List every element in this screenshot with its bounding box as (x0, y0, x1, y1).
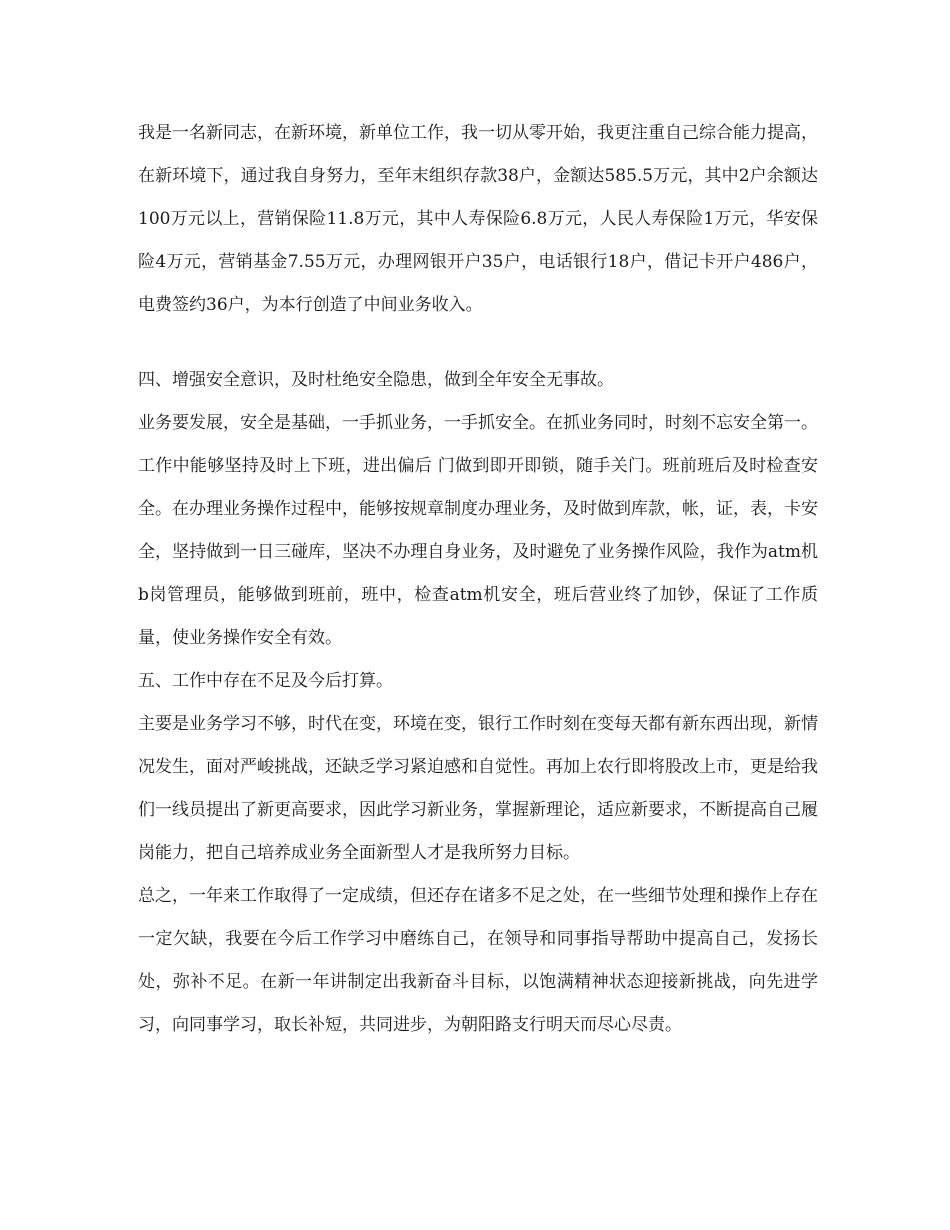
paragraph-conclusion: 总之，一年来工作取得了一定成绩，但还存在诸多不足之处，在一些细节处理和操作上存在一定欠缺，我要在今后工作学习中磨练自己，在领导和同事指导帮助中提高自己，发扬长处，弥补不足。在新一年讲制定出我新奋斗目标，以饱满精神状态迎接新挑战，向先进学习，向同事学习，取长补短，共同进步，为朝阳路支行明天而尽心尽责。 (138, 886, 818, 1035)
section-heading-shortcomings: 五、工作中存在不足及今后打算。 (138, 671, 393, 691)
paragraph-personal-performance: 我是一名新同志，在新环境，新单位工作，我一切从零开始，我更注重自己综合能力提高，在新环境下，通过我自身努力，至年末组织存款38户，金额达585.5万元，其中2户余额达100万元以上，营销保险11.8万元，其中人寿保险6.8万元，人民人寿保险1万元，华安保险4万元，营销基金7.55万元，办理网银开户35户，电话银行18户，借记卡开户486户，电费签约36户，为本行创造了中间业务收入。 (138, 123, 818, 315)
paragraph-safety: 业务要发展，安全是基础，一手抓业务，一手抓安全。在抓业务同时，时刻不忘安全第一。工作中能够坚持及时上下班，进出偏后 门做到即开即锁，随手关门。班前班后及时检查安全。在办理业务操作过程中，能够按规章制度办理业务，及时做到库款，帐，证，表，卡安全，坚持做到一日三碰库，坚决不办理自身业务，及时避免了业务操作风险，我作为atm机b岗管理员，能够做到班前，班中，检查atm机安全，班后营业终了加钞，保证了工作质量，使业务操作安全有效。 (138, 413, 818, 648)
section-heading-safety: 四、增强安全意识，及时杜绝安全隐患，做到全年安全无事故。 (138, 370, 614, 390)
document-body (138, 112, 818, 1047)
paragraph-shortcomings: 主要是业务学习不够，时代在变，环境在变，银行工作时刻在变每天都有新东西出现，新情况发生，面对严峻挑战，还缺乏学习紧迫感和自觉性。再加上农行即将股改上市，更是给我们一线员提出了新更高要求，因此学习新业务，掌握新理论，适应新要求，不断提高自己履岗能力，把自己培养成业务全面新型人才是我所努力目标。 (138, 714, 818, 863)
